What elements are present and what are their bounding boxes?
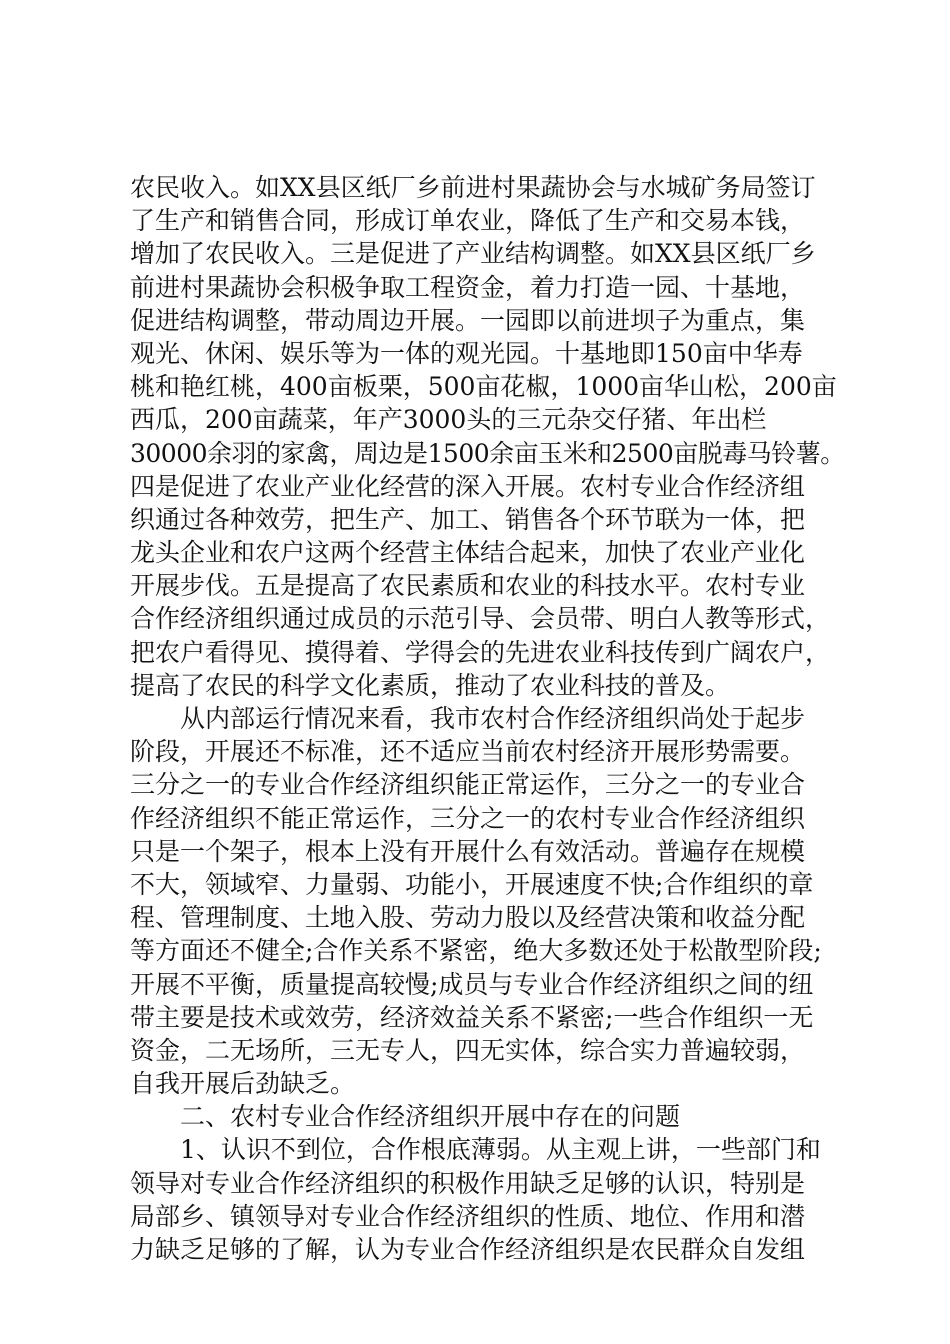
text-line: 程、管理制度、土地入股、劳动力股以及经营决策和收益分配 [130,903,806,933]
text-line: 30000余羽的家禽，周边是1500余亩玉米和2500亩脱毒马铃薯。 [130,438,845,468]
text-line: 等方面还不健全;合作关系不紧密，绝大多数还处于松散型阶段; [130,936,822,966]
text-line: 只是一个架子，根本上没有开展什么有效活动。普遍存在规模 [130,836,806,866]
text-line: 不大，领域窄、力量弱、功能小，开展速度不快;合作组织的章 [130,869,814,899]
text-line: 了生产和销售合同，形成订单农业，降低了生产和交易本钱， [130,206,806,236]
text-line: 三分之一的专业合作经济组织能正常运作，三分之一的专业合 [130,770,806,800]
text-line: 四是促进了农业产业化经营的深入开展。农村专业合作经济组 [130,471,806,501]
text-line: 领导对专业合作经济组织的积极作用缺乏足够的认识，特别是 [130,1168,806,1198]
text-line: 作经济组织不能正常运作，三分之一的农村专业合作经济组织 [130,803,806,833]
text-line: 增加了农民收入。三是促进了产业结构调整。如XX县区纸厂乡 [130,239,816,269]
text-line: 促进结构调整，带动周边开展。一园即以前进坝子为重点，集 [130,305,806,335]
text-line: 提高了农民的科学文化素质，推动了农业科技的普及。 [130,670,731,700]
text-line: 西瓜，200亩蔬菜，年产3000头的三元杂交仔猪、年出栏 [130,405,767,435]
paragraph-first-line: 1、认识不到位，合作根底薄弱。从主观上讲，一些部门和 [180,1135,821,1165]
text-line: 把农户看得见、摸得着、学得会的先进农业科技传到广阔农户， [130,637,831,667]
text-line: 开展步伐。五是提高了农民素质和农业的科技水平。农村专业 [130,571,806,601]
text-line: 局部乡、镇领导对专业合作经济组织的性质、地位、作用和潜 [130,1201,806,1231]
text-line: 力缺乏足够的了解，认为专业合作经济组织是农民群众自发组 [130,1235,806,1264]
body-text [130,171,845,1266]
text-line: 资金，二无场所，三无专人，四无实体，综合实力普遍较弱， [130,1035,806,1065]
text-line: 开展不平衡，质量提高较慢;成员与专业合作经济组织之间的纽 [130,969,814,999]
text-line: 前进村果蔬协会积极争取工程资金，着力打造一园、十基地， [130,272,806,302]
paragraph-first-line: 从内部运行情况来看，我市农村合作经济组织尚处于起步 [180,704,806,733]
text-line: 自我开展后劲缺乏。 [130,1069,356,1099]
text-line: 合作经济组织通过成员的示范引导、会员带、明白人教等形式， [130,604,831,634]
text-line: 阶段，开展还不标准，还不适应当前农村经济开展形势需要。 [130,737,806,767]
text-line: 带主要是技术或效劳，经济效益关系不紧密;一些合作组织一无 [130,1002,814,1032]
text-line: 农民收入。如XX县区纸厂乡前进村果蔬协会与水城矿务局签订 [130,173,816,202]
text-line: 织通过各种效劳，把生产、加工、销售各个环节联为一体，把 [130,504,806,534]
text-line: 观光、休闲、娱乐等为一体的观光园。十基地即150亩中华寿 [130,338,803,368]
text-line: 桃和艳红桃，400亩板栗，500亩花椒，1000亩华山松，200亩 [130,372,837,402]
text-line: 龙头企业和农户这两个经营主体结合起来，加快了农业产业化 [130,538,806,568]
paragraph-first-line: 二、农村专业合作经济组织开展中存在的问题 [180,1102,681,1132]
